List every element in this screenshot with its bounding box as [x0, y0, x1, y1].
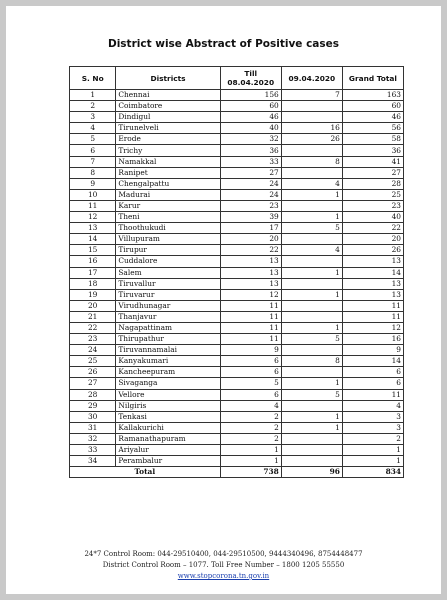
- cell-till: 23: [220, 200, 281, 211]
- cell-total: 28: [342, 178, 403, 189]
- table-row: [70, 378, 404, 389]
- cell-district: Tiruvannamalai: [116, 345, 220, 356]
- cell-till: 24: [220, 178, 281, 189]
- cell-till: 36: [220, 145, 281, 156]
- table-header-row: [70, 67, 404, 90]
- cell-apr9: [281, 433, 342, 444]
- cell-total: 25: [342, 189, 403, 200]
- cell-total: 14: [342, 356, 403, 367]
- table-row: [70, 411, 404, 422]
- cell-total: 13: [342, 278, 403, 289]
- table-row: [70, 101, 404, 112]
- cell-apr9: 5: [281, 389, 342, 400]
- cell-sno: 31: [70, 422, 116, 433]
- cell-district: Thirupathur: [116, 334, 220, 345]
- cell-apr9: [281, 145, 342, 156]
- cell-till: 13: [220, 278, 281, 289]
- cell-district: Kanyakumari: [116, 356, 220, 367]
- cell-sno: 18: [70, 278, 116, 289]
- cell-total: 13: [342, 256, 403, 267]
- cell-district: Vellore: [116, 389, 220, 400]
- table-row: [70, 145, 404, 156]
- cases-table: [69, 66, 404, 478]
- cell-sno: 1: [70, 90, 116, 101]
- cell-district: Theni: [116, 212, 220, 223]
- cell-district: Chengalpattu: [116, 178, 220, 189]
- cell-sno: 17: [70, 267, 116, 278]
- cell-total: 2: [342, 433, 403, 444]
- district-control-line: District Control Room – 1077. Toll Free Number – 1800 1205 55550: [102, 561, 345, 569]
- cell-till: 40: [220, 123, 281, 134]
- cell-district: Thanjavur: [116, 311, 220, 322]
- table-row: [70, 178, 404, 189]
- cell-till: 6: [220, 367, 281, 378]
- cell-till: 60: [220, 101, 281, 112]
- cell-apr9: 16: [281, 123, 342, 134]
- cell-sno: 34: [70, 456, 116, 467]
- cell-till: 4: [220, 400, 281, 411]
- header-sno: S. No: [70, 67, 116, 90]
- cell-till: 20: [220, 234, 281, 245]
- cell-apr9: 8: [281, 356, 342, 367]
- cell-district: Chennai: [116, 90, 220, 101]
- cell-sno: 16: [70, 256, 116, 267]
- cell-sno: 25: [70, 356, 116, 367]
- cell-sno: 32: [70, 433, 116, 444]
- cell-district: Kallakurichi: [116, 422, 220, 433]
- total-grand: 834: [342, 467, 403, 478]
- cell-total: 1: [342, 456, 403, 467]
- cell-district: Karur: [116, 200, 220, 211]
- table-row: [70, 256, 404, 267]
- cell-apr9: [281, 200, 342, 211]
- cell-apr9: 7: [281, 90, 342, 101]
- table-row: [70, 134, 404, 145]
- cell-apr9: [281, 256, 342, 267]
- table-row: [70, 200, 404, 211]
- total-till: 738: [220, 467, 281, 478]
- cell-till: 33: [220, 156, 281, 167]
- cell-apr9: 1: [281, 289, 342, 300]
- cell-total: 11: [342, 300, 403, 311]
- table-row: [70, 322, 404, 333]
- table-row: [70, 234, 404, 245]
- cell-sno: 9: [70, 178, 116, 189]
- cell-district: Ariyalur: [116, 445, 220, 456]
- cell-district: Namakkal: [116, 156, 220, 167]
- cell-till: 32: [220, 134, 281, 145]
- table-row: [70, 422, 404, 433]
- cell-total: 4: [342, 400, 403, 411]
- cell-district: Salem: [116, 267, 220, 278]
- header-grand-total: Grand Total: [342, 67, 403, 90]
- cell-district: Virudhunagar: [116, 300, 220, 311]
- cell-apr9: [281, 278, 342, 289]
- cell-apr9: 1: [281, 267, 342, 278]
- table-row: [70, 112, 404, 123]
- cell-district: Kancheepuram: [116, 367, 220, 378]
- cell-sno: 22: [70, 322, 116, 333]
- cell-sno: 11: [70, 200, 116, 211]
- cell-till: 27: [220, 167, 281, 178]
- cell-sno: 12: [70, 212, 116, 223]
- cell-till: 2: [220, 433, 281, 444]
- cell-sno: 14: [70, 234, 116, 245]
- cell-total: 14: [342, 267, 403, 278]
- cell-district: Cuddalore: [116, 256, 220, 267]
- cell-apr9: 26: [281, 134, 342, 145]
- cell-sno: 30: [70, 411, 116, 422]
- table-row: [70, 400, 404, 411]
- cell-sno: 23: [70, 334, 116, 345]
- cell-total: 1: [342, 445, 403, 456]
- cell-apr9: [281, 311, 342, 322]
- header-district: Districts: [116, 67, 220, 90]
- cell-apr9: 5: [281, 223, 342, 234]
- cell-district: Coimbatore: [116, 101, 220, 112]
- cell-apr9: 4: [281, 245, 342, 256]
- table-row: [70, 223, 404, 234]
- table-row: [70, 334, 404, 345]
- table-row: [70, 300, 404, 311]
- cell-apr9: 1: [281, 212, 342, 223]
- cell-sno: 28: [70, 389, 116, 400]
- cell-apr9: 8: [281, 156, 342, 167]
- cell-till: 17: [220, 223, 281, 234]
- cell-district: Tiruvallur: [116, 278, 220, 289]
- cell-total: 12: [342, 322, 403, 333]
- table-row: [70, 156, 404, 167]
- cell-total: 60: [342, 101, 403, 112]
- cell-district: Dindigul: [116, 112, 220, 123]
- cell-total: 40: [342, 212, 403, 223]
- cell-district: Tirunelveli: [116, 123, 220, 134]
- cell-total: 3: [342, 411, 403, 422]
- cell-district: Nilgiris: [116, 400, 220, 411]
- table-row: [70, 445, 404, 456]
- cell-total: 41: [342, 156, 403, 167]
- cell-apr9: [281, 167, 342, 178]
- cell-apr9: [281, 345, 342, 356]
- table-row: [70, 289, 404, 300]
- cell-sno: 33: [70, 445, 116, 456]
- total-label: Total: [70, 467, 221, 478]
- cell-sno: 4: [70, 123, 116, 134]
- table-row: [70, 311, 404, 322]
- table-body: [70, 90, 404, 467]
- cell-sno: 19: [70, 289, 116, 300]
- cell-till: 13: [220, 256, 281, 267]
- cell-apr9: [281, 234, 342, 245]
- cell-sno: 21: [70, 311, 116, 322]
- cell-till: 5: [220, 378, 281, 389]
- cell-till: 13: [220, 267, 281, 278]
- table-row: [70, 212, 404, 223]
- cell-district: Tirupur: [116, 245, 220, 256]
- table-row: [70, 267, 404, 278]
- table-row: [70, 245, 404, 256]
- cell-till: 9: [220, 345, 281, 356]
- cell-apr9: [281, 300, 342, 311]
- cell-till: 156: [220, 90, 281, 101]
- cell-apr9: [281, 400, 342, 411]
- cell-till: 11: [220, 311, 281, 322]
- cell-till: 1: [220, 456, 281, 467]
- table-row: [70, 456, 404, 467]
- cell-district: Madurai: [116, 189, 220, 200]
- cell-sno: 5: [70, 134, 116, 145]
- cell-total: 16: [342, 334, 403, 345]
- page-title: District wise Abstract of Positive cases: [107, 38, 340, 50]
- cell-total: 13: [342, 289, 403, 300]
- cell-sno: 27: [70, 378, 116, 389]
- cell-district: Tiruvarur: [116, 289, 220, 300]
- cell-total: 9: [342, 345, 403, 356]
- total-row: [70, 467, 404, 478]
- cell-till: 24: [220, 189, 281, 200]
- cell-apr9: 1: [281, 411, 342, 422]
- cell-apr9: 5: [281, 334, 342, 345]
- cell-till: 11: [220, 322, 281, 333]
- cell-total: 163: [342, 90, 403, 101]
- cell-apr9: 4: [281, 178, 342, 189]
- cell-sno: 29: [70, 400, 116, 411]
- cell-total: 22: [342, 223, 403, 234]
- cell-total: 56: [342, 123, 403, 134]
- cell-sno: 24: [70, 345, 116, 356]
- cell-total: 20: [342, 234, 403, 245]
- cell-total: 23: [342, 200, 403, 211]
- cell-apr9: [281, 101, 342, 112]
- document-page: [6, 6, 441, 594]
- cell-sno: 6: [70, 145, 116, 156]
- cell-sno: 26: [70, 367, 116, 378]
- cell-till: 46: [220, 112, 281, 123]
- cell-sno: 3: [70, 112, 116, 123]
- header-till: Till 08.04.2020: [220, 67, 281, 90]
- cell-till: 11: [220, 300, 281, 311]
- cell-till: 6: [220, 356, 281, 367]
- cell-apr9: [281, 456, 342, 467]
- table-row: [70, 278, 404, 289]
- cell-apr9: [281, 445, 342, 456]
- cell-district: Nagapattinam: [116, 322, 220, 333]
- cell-district: Sivaganga: [116, 378, 220, 389]
- cell-district: Thoothukudi: [116, 223, 220, 234]
- control-room-line: 24*7 Control Room: 044-29510400, 044-29510500, 9444340496, 8754448477: [84, 550, 363, 558]
- cell-till: 22: [220, 245, 281, 256]
- website-link[interactable]: www.stopcorona.tn.gov.in: [177, 572, 270, 580]
- table-row: [70, 345, 404, 356]
- table-row: [70, 189, 404, 200]
- cell-apr9: 1: [281, 189, 342, 200]
- cell-total: 27: [342, 167, 403, 178]
- cell-total: 11: [342, 311, 403, 322]
- cell-total: 6: [342, 367, 403, 378]
- cell-total: 58: [342, 134, 403, 145]
- cell-district: Erode: [116, 134, 220, 145]
- table-row: [70, 389, 404, 400]
- cell-total: 3: [342, 422, 403, 433]
- cell-total: 46: [342, 112, 403, 123]
- cell-apr9: 1: [281, 422, 342, 433]
- cell-till: 1: [220, 445, 281, 456]
- table-row: [70, 167, 404, 178]
- cell-total: 11: [342, 389, 403, 400]
- table-row: [70, 367, 404, 378]
- table-row: [70, 123, 404, 134]
- total-apr9: 96: [281, 467, 342, 478]
- cell-district: Trichy: [116, 145, 220, 156]
- cell-sno: 20: [70, 300, 116, 311]
- table-row: [70, 90, 404, 101]
- cell-apr9: [281, 367, 342, 378]
- cell-till: 6: [220, 389, 281, 400]
- cell-till: 2: [220, 422, 281, 433]
- cell-district: Villupuram: [116, 234, 220, 245]
- table-row: [70, 433, 404, 444]
- cell-apr9: 1: [281, 378, 342, 389]
- cell-sno: 10: [70, 189, 116, 200]
- cell-apr9: 1: [281, 322, 342, 333]
- cell-apr9: [281, 112, 342, 123]
- cell-till: 39: [220, 212, 281, 223]
- cell-district: Ramanathapuram: [116, 433, 220, 444]
- cell-till: 2: [220, 411, 281, 422]
- cell-district: Perambalur: [116, 456, 220, 467]
- cell-sno: 15: [70, 245, 116, 256]
- cell-total: 36: [342, 145, 403, 156]
- table-row: [70, 356, 404, 367]
- cell-total: 6: [342, 378, 403, 389]
- cell-total: 26: [342, 245, 403, 256]
- cell-district: Tenkasi: [116, 411, 220, 422]
- cell-sno: 2: [70, 101, 116, 112]
- cell-district: Ranipet: [116, 167, 220, 178]
- cell-sno: 13: [70, 223, 116, 234]
- cell-till: 12: [220, 289, 281, 300]
- cell-sno: 7: [70, 156, 116, 167]
- cell-till: 11: [220, 334, 281, 345]
- header-apr9: 09.04.2020: [281, 67, 342, 90]
- cell-sno: 8: [70, 167, 116, 178]
